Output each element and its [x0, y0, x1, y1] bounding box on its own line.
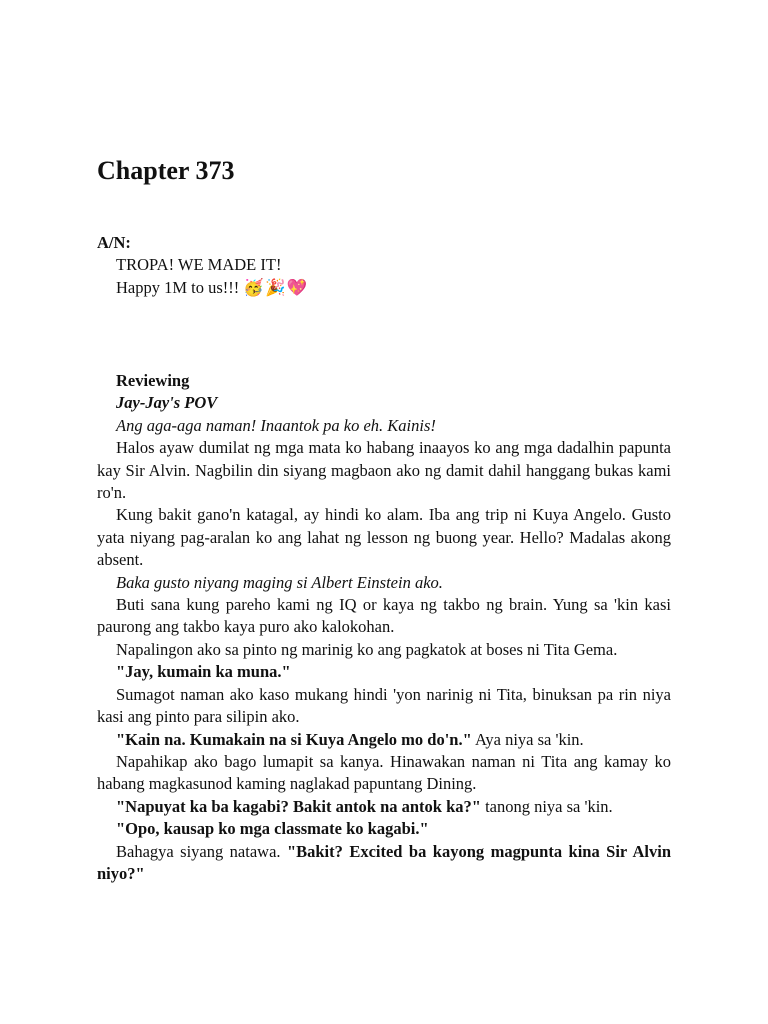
author-note — [97, 232, 671, 299]
author-note-line-1: TROPA! WE MADE IT! — [116, 255, 282, 275]
paragraph-9-narration: Aya niya sa 'kin. — [471, 729, 584, 749]
author-note-label: A/N: — [97, 233, 131, 252]
paragraph-4: Baka gusto niyang maging si Albert Einstein ako. — [116, 572, 443, 592]
paragraph-11-narration: tanong niya sa 'kin. — [480, 796, 613, 816]
paragraph-11 — [97, 796, 671, 818]
paragraph-2: Halos ayaw dumilat ng mga mata ko habang inaayos ko ang mga dadalhin papunta kay Sir Alvin. Nagbilin din siyang magbaon ako ng damit dahil hanggang bukas kami ro'n. — [97, 438, 671, 503]
chapter-title: Chapter 373 — [97, 156, 235, 185]
paragraph-8: Sumagot naman ako kaso mukang hindi 'yon narinig ni Tita, binuksan pa rin niya kasi ang pinto para silipin ako. — [97, 684, 671, 727]
paragraph-9-dialogue: "Kain na. Kumakain na si Kuya Angelo mo do'n." — [116, 729, 472, 749]
paragraph-13-dialogue: "Bakit? Excited ba kayong magpunta kina Sir Alvin niyo?" — [97, 841, 671, 883]
celebration-emoji-icons: 🥳🎉💖 — [243, 277, 309, 297]
paragraph-10: Napahikap ako bago lumapit sa kanya. Hinawakan naman ni Tita ang kamay ko habang magkasunod kaming naglakad papuntang Dining. — [97, 751, 671, 794]
story-body — [97, 370, 671, 885]
paragraph-7: "Jay, kumain ka muna." — [116, 662, 291, 682]
paragraph-11-dialogue: "Napuyat ka ba kagabi? Bakit antok na antok ka?" — [116, 796, 481, 816]
paragraph-13 — [97, 841, 671, 886]
paragraph-5: Buti sana kung pareho kami ng IQ or kaya ng takbo ng brain. Yung sa 'kin kasi paurong ang takbo kaya puro ako kalokohan. — [97, 595, 671, 637]
paragraph-1: Ang aga-aga naman! Inaantok pa ko eh. Kainis! — [116, 415, 436, 435]
paragraph-3: Kung bakit gano'n katagal, ay hindi ko alam. Iba ang trip ni Kuya Angelo. Gusto yata niyang pag-aralan ko ang lahat ng lesson ng buong year. Hello? Madalas akong absent. — [97, 505, 671, 570]
paragraph-6: Napalingon ako sa pinto ng marinig ko ang pagkatok at boses ni Tita Gema. — [116, 639, 618, 659]
section-label: Reviewing — [116, 371, 190, 390]
paragraph-12: "Opo, kausap ko mga classmate ko kagabi." — [116, 819, 429, 839]
author-note-line-2-text: Happy 1M to us!!! — [116, 277, 244, 297]
paragraph-13-narration: Bahagya siyang natawa. — [116, 841, 287, 861]
pov-label: Jay-Jay's POV — [116, 393, 218, 413]
author-note-line-2 — [97, 277, 671, 299]
paragraph-9 — [97, 729, 671, 751]
